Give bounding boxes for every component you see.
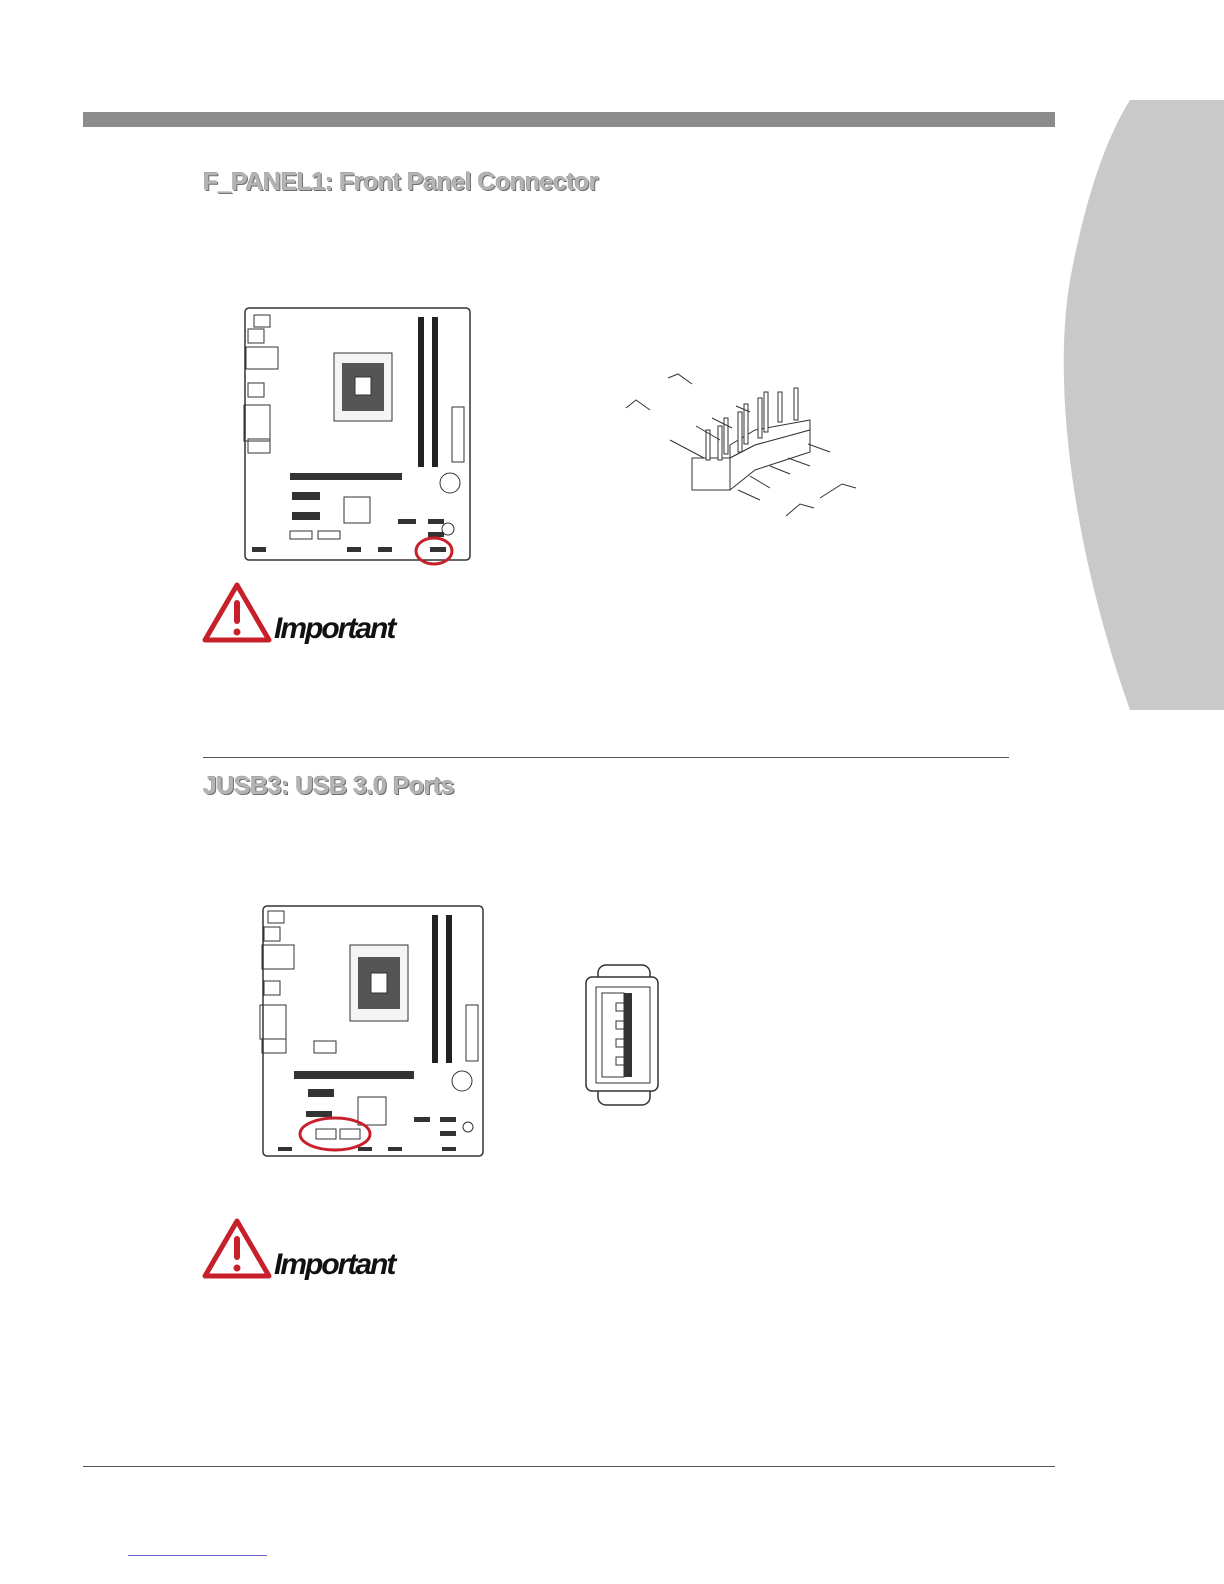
side-chapter-tab: [1060, 100, 1224, 710]
footer-link-underline[interactable]: [128, 1555, 267, 1556]
usb-port-diagram: [584, 963, 660, 1107]
important-label: Important: [274, 612, 395, 645]
footer-rule: [83, 1466, 1055, 1467]
warning-icon: [202, 582, 272, 644]
motherboard-diagram-jusb3: [258, 905, 488, 1163]
important-label: Important: [274, 1248, 395, 1281]
f-panel-pin-diagram: [620, 370, 860, 520]
important-notice-1: [202, 582, 402, 652]
motherboard-diagram-f-panel: [242, 307, 474, 569]
warning-icon: [202, 1218, 272, 1280]
section-title-f-panel: F_PANEL1: Front Panel Connector: [203, 168, 599, 196]
header-bar: [83, 112, 1055, 127]
section-title-jusb3: JUSB3: USB 3.0 Ports: [203, 772, 455, 800]
important-notice-2: [202, 1218, 402, 1288]
section-divider: [203, 757, 1009, 758]
